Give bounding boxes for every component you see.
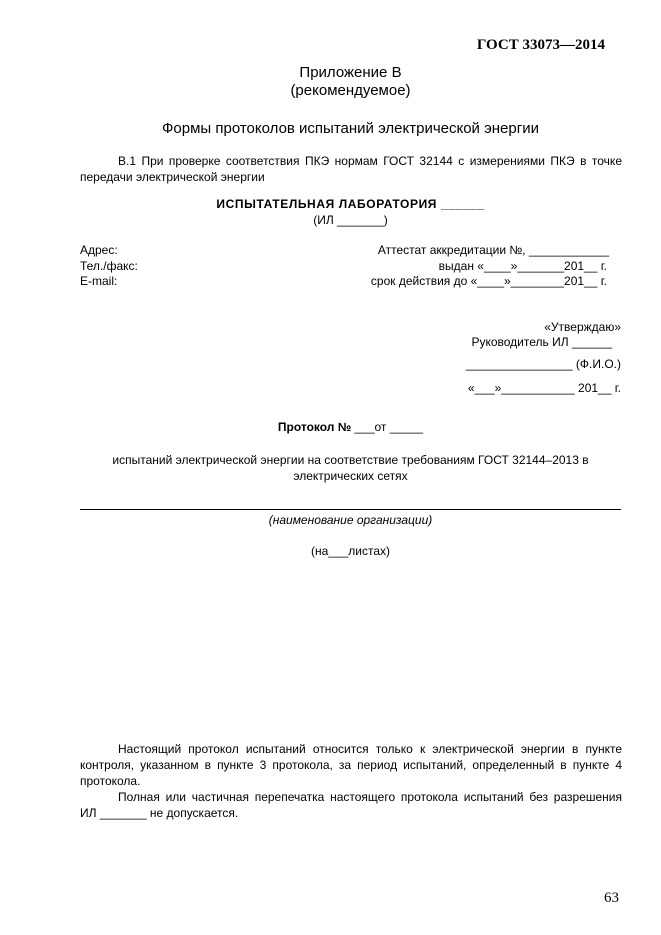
protocol-number-label: Протокол № [277, 420, 352, 434]
annex-heading: Формы протоколов испытаний электрической энергии [162, 120, 539, 137]
organization-caption: (наименование организации) [268, 513, 433, 527]
annex-title: Приложение В [299, 64, 402, 81]
phone-fax-label: Тел./факс: [80, 259, 138, 273]
organization-name-line [80, 509, 621, 510]
approval-heading: «Утверждаю» [544, 320, 621, 334]
accreditation-certificate: Аттестат аккредитации №, ____________ [377, 243, 609, 257]
standard-code: ГОСТ 33073—2014 [476, 37, 605, 53]
annex-subtitle: (рекомендуемое) [290, 82, 411, 99]
notes-paragraph-1: Настоящий протокол испытаний относится только к электрической энергии в пункте контроля, указанном в пункте 3 протокола, за период испытаний, определенный в пункте 4 протокола. [80, 742, 622, 788]
approval-date: «___»___________ 201__ г. [467, 381, 621, 395]
lab-title: ИСПЫТАТЕЛЬНАЯ ЛАБОРАТОРИЯ ______ [216, 197, 485, 211]
address-label: Адрес: [80, 243, 118, 257]
accreditation-valid-until: срок действия до «____»________201__ г. [370, 274, 607, 288]
protocol-number-rest: ___от _____ [351, 420, 424, 434]
intro-paragraph: В.1 При проверке соответствия ПКЭ нормам ГОСТ 32144 с измерениями ПКЭ в точке передачи электрической энергии [80, 154, 622, 184]
lab-code: (ИЛ _______) [313, 213, 388, 227]
approval-head: Руководитель ИЛ ______ [471, 335, 612, 349]
accreditation-issued: выдан «____»_______201__ г. [438, 259, 607, 273]
protocol-purpose: испытаний электрической энергии на соответствие требованиям ГОСТ 32144–2013 в электрических сетях [112, 453, 589, 483]
email-label: E-mail: [80, 274, 118, 288]
approval-signature: ________________ (Ф.И.О.) [465, 357, 621, 371]
notes-paragraph-2: Полная или частичная перепечатка настоящего протокола испытаний без разрешения ИЛ _______ не допускается. [80, 790, 622, 820]
page-number: 63 [604, 890, 619, 906]
sheets-count: (на___листах) [310, 544, 391, 558]
protocol-title [80, 420, 621, 434]
